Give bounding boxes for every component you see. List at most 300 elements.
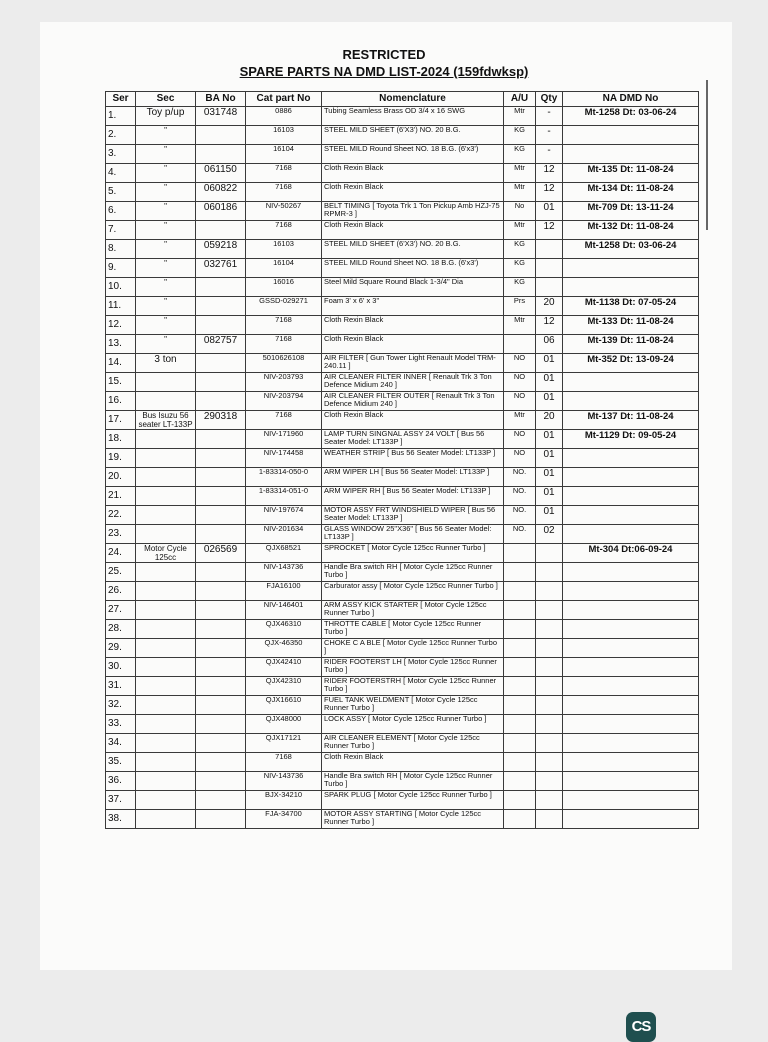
row-sec: Bus Isuzu 56 seater LT-133P <box>136 411 196 430</box>
row-na-dmd-no: Mt-134 Dt: 11-08-24 <box>563 183 699 202</box>
row-sec <box>136 696 196 715</box>
row-ba-no <box>196 753 246 772</box>
row-ser: 16. <box>106 392 136 411</box>
row-na-dmd-no <box>563 487 699 506</box>
row-au <box>504 639 536 658</box>
row-sec <box>136 734 196 753</box>
row-sec: " <box>136 316 196 335</box>
row-ba-no <box>196 601 246 620</box>
row-sec <box>136 810 196 829</box>
row-cat-part-no: BJX-34210 <box>246 791 322 810</box>
table-row <box>106 772 699 791</box>
row-ba-no <box>196 620 246 639</box>
row-qty: 01 <box>536 354 563 373</box>
row-cat-part-no: FJA-34700 <box>246 810 322 829</box>
row-au: NO <box>504 354 536 373</box>
row-sec: Toy p/up <box>136 107 196 126</box>
row-ba-no <box>196 772 246 791</box>
row-au: Mtr <box>504 183 536 202</box>
row-nomenclature: LOCK ASSY [ Motor Cycle 125cc Runner Turbo ] <box>322 715 504 734</box>
row-qty <box>536 753 563 772</box>
row-ser: 37. <box>106 791 136 810</box>
row-nomenclature: AIR CLEANER ELEMENT [ Motor Cycle 125cc Runner Turbo ] <box>322 734 504 753</box>
row-au <box>504 544 536 563</box>
row-ser: 38. <box>106 810 136 829</box>
row-nomenclature: MOTOR ASSY FRT WINDSHIELD WIPER [ Bus 56 Seater Model: LT133P ] <box>322 506 504 525</box>
row-qty <box>536 240 563 259</box>
row-na-dmd-no: Mt-709 Dt: 13-11-24 <box>563 202 699 221</box>
row-au: Mtr <box>504 316 536 335</box>
row-sec <box>136 791 196 810</box>
table-row <box>106 601 699 620</box>
row-qty <box>536 677 563 696</box>
col-header-au: A/U <box>504 92 536 107</box>
table-row <box>106 430 699 449</box>
row-qty <box>536 563 563 582</box>
row-qty: 20 <box>536 411 563 430</box>
row-au: Prs <box>504 297 536 316</box>
row-ser: 5. <box>106 183 136 202</box>
row-nomenclature: ARM ASSY KICK STARTER [ Motor Cycle 125cc Runner Turbo ] <box>322 601 504 620</box>
row-qty <box>536 734 563 753</box>
row-sec <box>136 468 196 487</box>
row-cat-part-no: QJX48000 <box>246 715 322 734</box>
row-ser: 6. <box>106 202 136 221</box>
row-na-dmd-no <box>563 715 699 734</box>
table-row <box>106 202 699 221</box>
row-ser: 35. <box>106 753 136 772</box>
row-cat-part-no: 7168 <box>246 753 322 772</box>
row-au: NO <box>504 430 536 449</box>
col-header-cat-part-no: Cat part No <box>246 92 322 107</box>
row-ba-no <box>196 715 246 734</box>
row-qty: 01 <box>536 392 563 411</box>
row-ser: 9. <box>106 259 136 278</box>
row-cat-part-no: 5010626108 <box>246 354 322 373</box>
row-qty <box>536 791 563 810</box>
row-qty: 02 <box>536 525 563 544</box>
row-sec <box>136 658 196 677</box>
page-edge-shadow <box>706 80 708 230</box>
row-qty <box>536 620 563 639</box>
row-ser: 4. <box>106 164 136 183</box>
table-row <box>106 810 699 829</box>
row-au: NO. <box>504 468 536 487</box>
row-qty: 12 <box>536 164 563 183</box>
row-qty <box>536 259 563 278</box>
row-nomenclature: RIDER FOOTERSTRH [ Motor Cycle 125cc Runner Turbo ] <box>322 677 504 696</box>
table-row <box>106 487 699 506</box>
row-na-dmd-no <box>563 126 699 145</box>
row-nomenclature: STEEL MILD Round Sheet NO. 18 B.G. (6'x3') <box>322 259 504 278</box>
row-au: NO. <box>504 506 536 525</box>
row-qty: 01 <box>536 468 563 487</box>
col-header-sec: Sec <box>136 92 196 107</box>
row-qty: - <box>536 107 563 126</box>
row-nomenclature: AIR CLEANER FILTER INNER [ Renault Trk 3 Ton Defence Midium 240 ] <box>322 373 504 392</box>
row-cat-part-no: 16016 <box>246 278 322 297</box>
row-na-dmd-no <box>563 373 699 392</box>
row-ser: 23. <box>106 525 136 544</box>
row-nomenclature: STEEL MILD SHEET (6'X3') NO. 20 B.G. <box>322 240 504 259</box>
table-row <box>106 753 699 772</box>
row-au: Mtr <box>504 107 536 126</box>
row-na-dmd-no <box>563 525 699 544</box>
table-row <box>106 316 699 335</box>
row-cat-part-no: 16104 <box>246 145 322 164</box>
row-nomenclature: STEEL MILD Round Sheet NO. 18 B.G. (6'x3') <box>322 145 504 164</box>
row-ser: 24. <box>106 544 136 563</box>
row-ba-no: 059218 <box>196 240 246 259</box>
row-ser: 12. <box>106 316 136 335</box>
row-ser: 7. <box>106 221 136 240</box>
row-qty: 01 <box>536 449 563 468</box>
row-ser: 17. <box>106 411 136 430</box>
col-header-qty: Qty <box>536 92 563 107</box>
row-cat-part-no: NIV-197674 <box>246 506 322 525</box>
row-ser: 27. <box>106 601 136 620</box>
row-nomenclature: STEEL MILD SHEET (6'X3') NO. 20 B.G. <box>322 126 504 145</box>
table-row <box>106 468 699 487</box>
row-nomenclature: Steel Mild Square Round Black 1-3/4" Dia <box>322 278 504 297</box>
row-cat-part-no: NIV-174458 <box>246 449 322 468</box>
row-ba-no <box>196 373 246 392</box>
row-na-dmd-no <box>563 810 699 829</box>
row-cat-part-no: 16103 <box>246 240 322 259</box>
table-row <box>106 183 699 202</box>
row-cat-part-no: 7168 <box>246 335 322 354</box>
row-nomenclature: RIDER FOOTERST LH [ Motor Cycle 125cc Runner Turbo ] <box>322 658 504 677</box>
row-au <box>504 620 536 639</box>
row-au: No <box>504 202 536 221</box>
row-ba-no <box>196 506 246 525</box>
row-ba-no <box>196 392 246 411</box>
row-na-dmd-no <box>563 772 699 791</box>
row-nomenclature: ARM WIPER LH [ Bus 56 Seater Model: LT133P ] <box>322 468 504 487</box>
row-cat-part-no: 7168 <box>246 164 322 183</box>
row-ba-no <box>196 734 246 753</box>
row-na-dmd-no: Mt-133 Dt: 11-08-24 <box>563 316 699 335</box>
table-row <box>106 791 699 810</box>
table-row <box>106 373 699 392</box>
table-row <box>106 734 699 753</box>
row-na-dmd-no: Mt-135 Dt: 11-08-24 <box>563 164 699 183</box>
row-au <box>504 791 536 810</box>
row-cat-part-no: NIV-203794 <box>246 392 322 411</box>
row-sec <box>136 639 196 658</box>
row-qty: - <box>536 145 563 164</box>
row-sec: " <box>136 335 196 354</box>
row-cat-part-no: NIV-203793 <box>246 373 322 392</box>
row-nomenclature: Cloth Rexin Black <box>322 164 504 183</box>
row-na-dmd-no <box>563 506 699 525</box>
row-na-dmd-no: Mt-132 Dt: 11-08-24 <box>563 221 699 240</box>
row-ser: 14. <box>106 354 136 373</box>
row-nomenclature: Cloth Rexin Black <box>322 411 504 430</box>
table-row <box>106 297 699 316</box>
row-ser: 36. <box>106 772 136 791</box>
row-cat-part-no: FJA16100 <box>246 582 322 601</box>
col-header-ba-no: BA No <box>196 92 246 107</box>
row-sec <box>136 525 196 544</box>
row-nomenclature: MOTOR ASSY STARTING [ Motor Cycle 125cc Runner Turbo ] <box>322 810 504 829</box>
row-qty <box>536 544 563 563</box>
row-au <box>504 772 536 791</box>
table-row <box>106 582 699 601</box>
row-na-dmd-no <box>563 278 699 297</box>
row-au <box>504 715 536 734</box>
table-row <box>106 107 699 126</box>
row-au <box>504 753 536 772</box>
row-au <box>504 658 536 677</box>
table-row <box>106 639 699 658</box>
row-cat-part-no: 1-83314-051-0 <box>246 487 322 506</box>
row-qty <box>536 601 563 620</box>
row-na-dmd-no <box>563 259 699 278</box>
row-sec <box>136 430 196 449</box>
row-ba-no <box>196 563 246 582</box>
row-na-dmd-no <box>563 753 699 772</box>
row-na-dmd-no: Mt-304 Dt:06-09-24 <box>563 544 699 563</box>
row-qty: 12 <box>536 316 563 335</box>
row-sec: " <box>136 126 196 145</box>
row-cat-part-no: 16103 <box>246 126 322 145</box>
row-au <box>504 734 536 753</box>
row-cat-part-no: 0886 <box>246 107 322 126</box>
row-nomenclature: Carburator assy [ Motor Cycle 125cc Runner Turbo ] <box>322 582 504 601</box>
row-ba-no <box>196 278 246 297</box>
row-cat-part-no: QJX-46350 <box>246 639 322 658</box>
row-qty: 01 <box>536 506 563 525</box>
row-ba-no <box>196 525 246 544</box>
row-au: KG <box>504 240 536 259</box>
table-row <box>106 126 699 145</box>
row-qty: 01 <box>536 487 563 506</box>
row-ba-no <box>196 430 246 449</box>
table-row <box>106 278 699 297</box>
row-ser: 20. <box>106 468 136 487</box>
row-au: KG <box>504 126 536 145</box>
row-nomenclature: LAMP TURN SINGNAL ASSY 24 VOLT [ Bus 56 Seater Model: LT133P ] <box>322 430 504 449</box>
row-ser: 22. <box>106 506 136 525</box>
row-ser: 30. <box>106 658 136 677</box>
row-na-dmd-no <box>563 696 699 715</box>
row-ba-no: 060186 <box>196 202 246 221</box>
row-ba-no: 061150 <box>196 164 246 183</box>
row-qty: 01 <box>536 430 563 449</box>
row-sec: " <box>136 202 196 221</box>
row-ser: 13. <box>106 335 136 354</box>
table-row <box>106 658 699 677</box>
row-cat-part-no: NIV-146401 <box>246 601 322 620</box>
row-cat-part-no: NIV-201634 <box>246 525 322 544</box>
row-au <box>504 582 536 601</box>
row-cat-part-no: 16104 <box>246 259 322 278</box>
row-ba-no <box>196 658 246 677</box>
row-ser: 26. <box>106 582 136 601</box>
row-ser: 8. <box>106 240 136 259</box>
row-sec: " <box>136 297 196 316</box>
row-sec <box>136 753 196 772</box>
row-na-dmd-no <box>563 620 699 639</box>
row-ser: 28. <box>106 620 136 639</box>
row-qty: - <box>536 126 563 145</box>
row-au <box>504 810 536 829</box>
row-ser: 2. <box>106 126 136 145</box>
row-au <box>504 677 536 696</box>
row-cat-part-no: NIV-143736 <box>246 772 322 791</box>
row-sec <box>136 506 196 525</box>
row-qty: 01 <box>536 373 563 392</box>
row-cat-part-no: QJX68521 <box>246 544 322 563</box>
row-au: NO. <box>504 487 536 506</box>
row-cat-part-no: GSSD-029271 <box>246 297 322 316</box>
row-qty <box>536 582 563 601</box>
row-cat-part-no: QJX42310 <box>246 677 322 696</box>
table-row <box>106 544 699 563</box>
row-au: KG <box>504 259 536 278</box>
document-title: SPARE PARTS NA DMD LIST-2024 (159fdwksp) <box>239 64 529 79</box>
row-cat-part-no: QJX17121 <box>246 734 322 753</box>
table-row <box>106 506 699 525</box>
row-na-dmd-no: Mt-1138 Dt: 07-05-24 <box>563 297 699 316</box>
row-ser: 32. <box>106 696 136 715</box>
row-sec <box>136 449 196 468</box>
row-ser: 21. <box>106 487 136 506</box>
row-na-dmd-no: Mt-1129 Dt: 09-05-24 <box>563 430 699 449</box>
row-na-dmd-no <box>563 639 699 658</box>
row-na-dmd-no <box>563 392 699 411</box>
table-header-row <box>106 92 699 107</box>
row-ser: 15. <box>106 373 136 392</box>
row-nomenclature: Cloth Rexin Black <box>322 316 504 335</box>
row-ser: 11. <box>106 297 136 316</box>
row-qty: 06 <box>536 335 563 354</box>
row-ba-no: 290318 <box>196 411 246 430</box>
row-cat-part-no: QJX46310 <box>246 620 322 639</box>
row-ser: 33. <box>106 715 136 734</box>
row-nomenclature: Tubing Seamless Brass OD 3/4 x 16 SWG <box>322 107 504 126</box>
table-row <box>106 145 699 164</box>
row-na-dmd-no <box>563 468 699 487</box>
row-qty <box>536 696 563 715</box>
row-sec <box>136 373 196 392</box>
table-row <box>106 525 699 544</box>
row-na-dmd-no <box>563 734 699 753</box>
row-qty: 12 <box>536 183 563 202</box>
col-header-nomenclature: Nomenclature <box>322 92 504 107</box>
row-na-dmd-no <box>563 145 699 164</box>
camscanner-logo-icon: CS <box>626 1012 656 1042</box>
row-na-dmd-no: Mt-1258 Dt: 03-06-24 <box>563 107 699 126</box>
row-cat-part-no: 7168 <box>246 316 322 335</box>
row-qty: 20 <box>536 297 563 316</box>
row-ser: 29. <box>106 639 136 658</box>
row-sec: " <box>136 145 196 164</box>
row-sec: Motor Cycle 125cc <box>136 544 196 563</box>
row-cat-part-no: QJX16610 <box>246 696 322 715</box>
row-au: NO <box>504 449 536 468</box>
row-nomenclature: Cloth Rexin Black <box>322 221 504 240</box>
row-nomenclature: Cloth Rexin Black <box>322 753 504 772</box>
row-ba-no <box>196 468 246 487</box>
table-row <box>106 411 699 430</box>
row-au <box>504 563 536 582</box>
row-na-dmd-no: Mt-352 Dt: 13-09-24 <box>563 354 699 373</box>
row-sec: " <box>136 164 196 183</box>
row-nomenclature: THROTTE CABLE [ Motor Cycle 125cc Runner Turbo ] <box>322 620 504 639</box>
row-ser: 1. <box>106 107 136 126</box>
row-au <box>504 696 536 715</box>
row-nomenclature: AIR CLEANER FILTER OUTER [ Renault Trk 3 Ton Defence Midium 240 ] <box>322 392 504 411</box>
row-ba-no <box>196 810 246 829</box>
table-row <box>106 240 699 259</box>
row-na-dmd-no <box>563 791 699 810</box>
row-nomenclature: GLASS WINDOW 25"X36" [ Bus 56 Seater Model: LT133P ] <box>322 525 504 544</box>
row-ba-no <box>196 791 246 810</box>
row-au: KG <box>504 145 536 164</box>
table-row <box>106 696 699 715</box>
row-cat-part-no: 7168 <box>246 221 322 240</box>
row-sec: 3 ton <box>136 354 196 373</box>
row-qty <box>536 772 563 791</box>
row-ba-no <box>196 221 246 240</box>
row-ser: 19. <box>106 449 136 468</box>
row-qty <box>536 810 563 829</box>
table-row <box>106 259 699 278</box>
row-sec <box>136 677 196 696</box>
row-ba-no <box>196 487 246 506</box>
table-row <box>106 221 699 240</box>
row-nomenclature: Handle Bra switch RH [ Motor Cycle 125cc Runner Turbo ] <box>322 563 504 582</box>
row-na-dmd-no: Mt-137 Dt: 11-08-24 <box>563 411 699 430</box>
row-nomenclature: AIR FILTER [ Gun Tower Light Renault Model TRM-240.11 ] <box>322 354 504 373</box>
row-nomenclature: Foam 3' x 6' x 3" <box>322 297 504 316</box>
row-ba-no <box>196 145 246 164</box>
row-ba-no: 032761 <box>196 259 246 278</box>
row-nomenclature: Cloth Rexin Black <box>322 183 504 202</box>
row-au: KG <box>504 278 536 297</box>
row-ser: 10. <box>106 278 136 297</box>
row-ba-no <box>196 696 246 715</box>
row-ba-no <box>196 316 246 335</box>
table-row <box>106 620 699 639</box>
row-au: Mtr <box>504 411 536 430</box>
row-nomenclature: CHOKE C A BLE [ Motor Cycle 125cc Runner Turbo ] <box>322 639 504 658</box>
row-qty <box>536 278 563 297</box>
row-ser: 3. <box>106 145 136 164</box>
row-na-dmd-no: Mt-139 Dt: 11-08-24 <box>563 335 699 354</box>
row-ba-no: 031748 <box>196 107 246 126</box>
table-row <box>106 354 699 373</box>
row-ser: 18. <box>106 430 136 449</box>
row-nomenclature: BELT TIMING [ Toyota Trk 1 Ton Pickup Amb HZJ-75 RPMR-3 ] <box>322 202 504 221</box>
row-na-dmd-no <box>563 658 699 677</box>
row-cat-part-no: 1-83314-050-0 <box>246 468 322 487</box>
table-row <box>106 392 699 411</box>
row-sec <box>136 620 196 639</box>
row-sec <box>136 601 196 620</box>
row-cat-part-no: NIV-50267 <box>246 202 322 221</box>
row-qty: 12 <box>536 221 563 240</box>
col-header-na-dmd-no: NA DMD No <box>563 92 699 107</box>
row-sec <box>136 715 196 734</box>
row-sec <box>136 487 196 506</box>
row-sec: " <box>136 278 196 297</box>
row-sec: " <box>136 221 196 240</box>
row-sec: " <box>136 240 196 259</box>
row-ba-no <box>196 677 246 696</box>
